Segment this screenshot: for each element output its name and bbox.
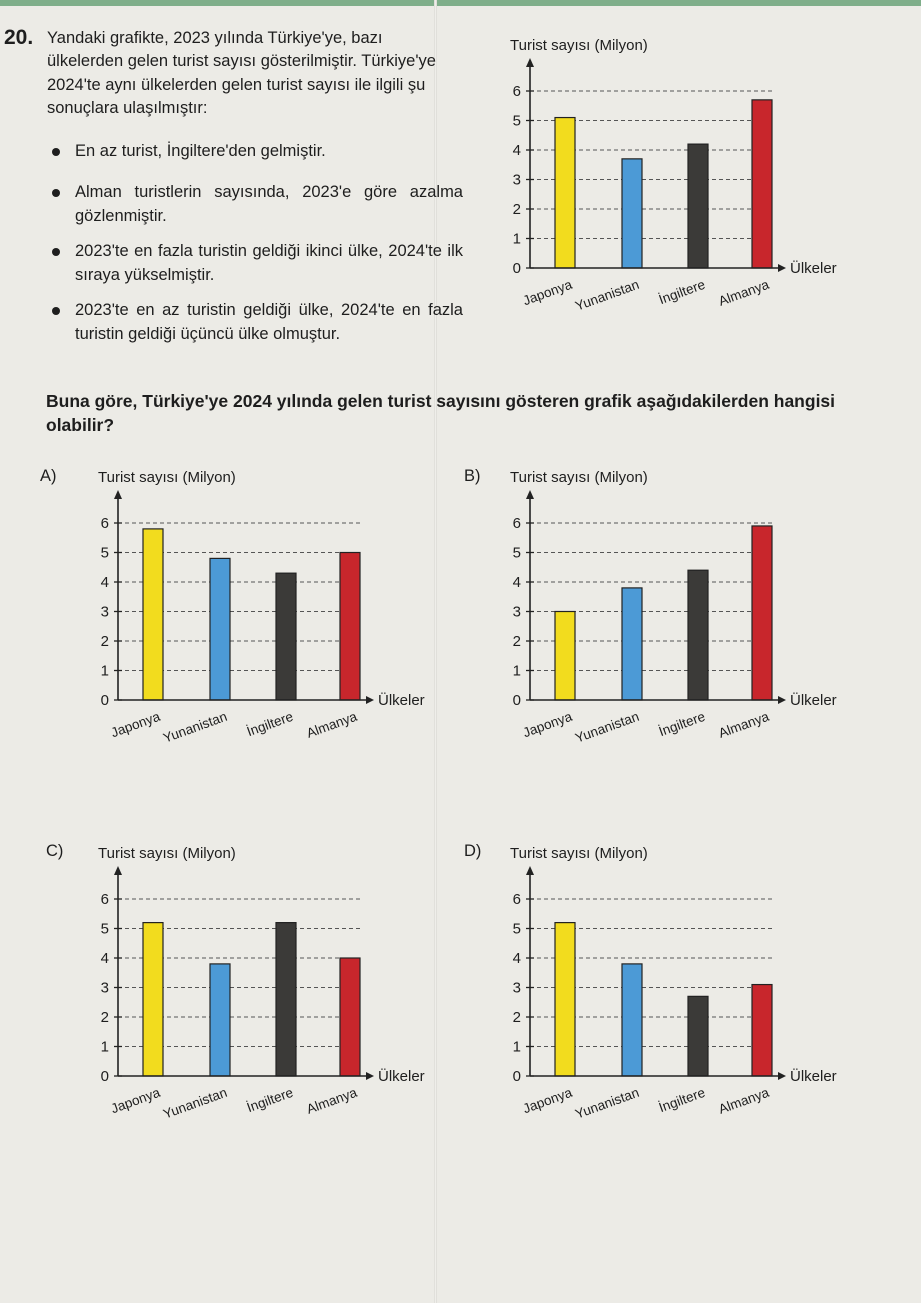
y-tick-label: 4 (100, 950, 109, 967)
bar-yunanistan (210, 964, 230, 1076)
question-number: 20. (4, 26, 34, 49)
x-tick-label-yunanistan: Yunanistan (573, 276, 642, 314)
bar-japonya (555, 118, 575, 268)
y-tick-label: 6 (512, 891, 521, 908)
y-tick-label: 2 (512, 1009, 521, 1026)
bar-yunanistan (622, 588, 642, 700)
result-item (48, 181, 463, 228)
y-tick-label: 1 (100, 662, 109, 680)
y-tick-label: 1 (100, 1038, 109, 1056)
y-tick-label: 0 (512, 1068, 521, 1085)
x-tick-label-almanya: Almanya (716, 708, 772, 741)
x-tick-label-japonya: Japonya (520, 708, 575, 741)
y-tick-label: 3 (512, 979, 521, 997)
y-tick-label: 3 (100, 979, 109, 997)
x-axis-arrow (366, 696, 374, 704)
y-tick-label: 0 (100, 1068, 109, 1085)
y-tick-label: 5 (100, 920, 109, 938)
y-axis-arrow (526, 490, 534, 499)
y-tick-label: 6 (512, 515, 521, 532)
bar-ingiltere (688, 996, 708, 1076)
y-tick-label: 6 (100, 891, 109, 908)
y-tick-label: 1 (512, 1038, 521, 1056)
x-axis-title: Ülkeler (790, 260, 837, 277)
result-text: En az turist, İngiltere'den gelmiştir. (75, 142, 326, 160)
y-tick-label: 3 (100, 603, 109, 621)
y-tick-label: 6 (100, 515, 109, 532)
x-tick-label-ingiltere: İngiltere (656, 1084, 708, 1116)
y-tick-label: 4 (512, 574, 521, 591)
y-axis-title: Turist sayısı (Milyon) (510, 469, 648, 486)
bar-ingiltere (688, 570, 708, 700)
x-tick-label-yunanistan: Yunanistan (161, 708, 230, 746)
y-tick-label: 3 (512, 171, 521, 189)
y-tick-label: 5 (512, 544, 521, 562)
y-tick-label: 0 (100, 692, 109, 709)
page-top-strip (0, 0, 921, 6)
y-tick-label: 0 (512, 692, 521, 709)
bar-almanya (752, 100, 772, 268)
y-tick-label: 4 (512, 950, 521, 967)
y-axis-title: Turist sayısı (Milyon) (510, 37, 648, 54)
y-axis-arrow (114, 490, 122, 499)
bar-japonya (555, 612, 575, 701)
result-text: Alman turistlerin sayısında, 2023'e göre azalma gözlenmiştir. (75, 183, 463, 225)
y-tick-label: 5 (512, 920, 521, 938)
x-tick-label-yunanistan: Yunanistan (161, 1084, 230, 1122)
option-d-label[interactable]: D) (464, 842, 482, 860)
x-tick-label-ingiltere: İngiltere (244, 708, 296, 740)
chart-option-a[interactable] (88, 466, 448, 766)
y-axis-arrow (526, 58, 534, 67)
y-tick-label: 5 (512, 112, 521, 130)
bar-ingiltere (688, 144, 708, 268)
y-tick-label: 1 (512, 662, 521, 680)
x-tick-label-almanya: Almanya (304, 1084, 360, 1117)
x-axis-arrow (366, 1072, 374, 1080)
bar-almanya (752, 985, 772, 1076)
result-text: 2023'te en az turistin geldiği ülke, 2024'te en fazla turistin geldiği üçüncü ülke olmuştur. (75, 301, 463, 343)
y-tick-label: 4 (100, 574, 109, 591)
x-tick-label-ingiltere: İngiltere (656, 708, 708, 740)
result-text: 2023'te en fazla turistin geldiği ikinci ülke, 2024'te ilk sıraya yükselmiştir. (75, 242, 463, 284)
x-tick-label-japonya: Japonya (520, 276, 575, 309)
chart-option-c[interactable] (88, 842, 448, 1142)
x-tick-label-almanya: Almanya (304, 708, 360, 741)
bar-yunanistan (622, 964, 642, 1076)
x-tick-label-yunanistan: Yunanistan (573, 1084, 642, 1122)
x-axis-arrow (778, 1072, 786, 1080)
bar-ingiltere (276, 923, 296, 1076)
x-axis-title: Ülkeler (378, 1068, 425, 1085)
x-tick-label-japonya: Japonya (108, 708, 163, 741)
chart-option-d[interactable] (500, 842, 860, 1142)
y-axis-title: Turist sayısı (Milyon) (98, 845, 236, 862)
y-tick-label: 4 (512, 142, 521, 159)
x-axis-arrow (778, 696, 786, 704)
y-axis-arrow (114, 866, 122, 875)
y-tick-label: 2 (512, 633, 521, 650)
y-tick-label: 0 (512, 260, 521, 277)
y-tick-label: 3 (512, 603, 521, 621)
bar-japonya (143, 923, 163, 1076)
y-axis-title: Turist sayısı (Milyon) (98, 469, 236, 486)
question-prompt: Buna göre, Türkiye'ye 2024 yılında gelen turist sayısını gösteren grafik aşağıdakilerden hangisi olabilir? (46, 391, 836, 435)
y-axis-arrow (526, 866, 534, 875)
chart-option-b[interactable] (500, 466, 860, 766)
question-stem: Yandaki grafikte, 2023 yılında Türkiye'ye, bazı ülkelerden gelen turist sayısı gösterilmiştir. Türkiye'ye 2024'te aynı ülkelerden gelen turist sayısı ile ilgili şu sonuçlara ulaşılmıştır: (47, 29, 436, 118)
bar-almanya (340, 553, 360, 701)
bar-ingiltere (276, 573, 296, 700)
bullet-dot (52, 307, 60, 315)
bar-japonya (143, 529, 163, 700)
option-a-label[interactable]: A) (40, 467, 57, 485)
x-axis-title: Ülkeler (378, 692, 425, 709)
option-c-label[interactable]: C) (46, 842, 64, 860)
y-tick-label: 2 (100, 633, 109, 650)
x-tick-label-japonya: Japonya (520, 1084, 575, 1117)
bar-japonya (555, 923, 575, 1076)
x-axis-title: Ülkeler (790, 692, 837, 709)
y-tick-label: 6 (512, 83, 521, 100)
result-item (48, 299, 463, 346)
x-tick-label-ingiltere: İngiltere (656, 276, 708, 308)
chart-2023 (500, 34, 860, 334)
x-axis-arrow (778, 264, 786, 272)
y-tick-label: 2 (100, 1009, 109, 1026)
bullet-dot (52, 189, 60, 197)
x-tick-label-almanya: Almanya (716, 1084, 772, 1117)
x-tick-label-almanya: Almanya (716, 276, 772, 309)
x-tick-label-yunanistan: Yunanistan (573, 708, 642, 746)
y-axis-title: Turist sayısı (Milyon) (510, 845, 648, 862)
bullet-dot (52, 248, 60, 256)
bar-almanya (752, 526, 772, 700)
x-axis-title: Ülkeler (790, 1068, 837, 1085)
bar-yunanistan (622, 159, 642, 268)
result-item (48, 140, 463, 163)
option-b-label[interactable]: B) (464, 467, 481, 485)
y-tick-label: 5 (100, 544, 109, 562)
bullet-dot (52, 148, 60, 156)
x-tick-label-ingiltere: İngiltere (244, 1084, 296, 1116)
bar-yunanistan (210, 558, 230, 700)
y-tick-label: 2 (512, 201, 521, 218)
x-tick-label-japonya: Japonya (108, 1084, 163, 1117)
y-tick-label: 1 (512, 230, 521, 248)
result-item (48, 240, 463, 287)
bar-almanya (340, 958, 360, 1076)
result-list (48, 140, 463, 346)
